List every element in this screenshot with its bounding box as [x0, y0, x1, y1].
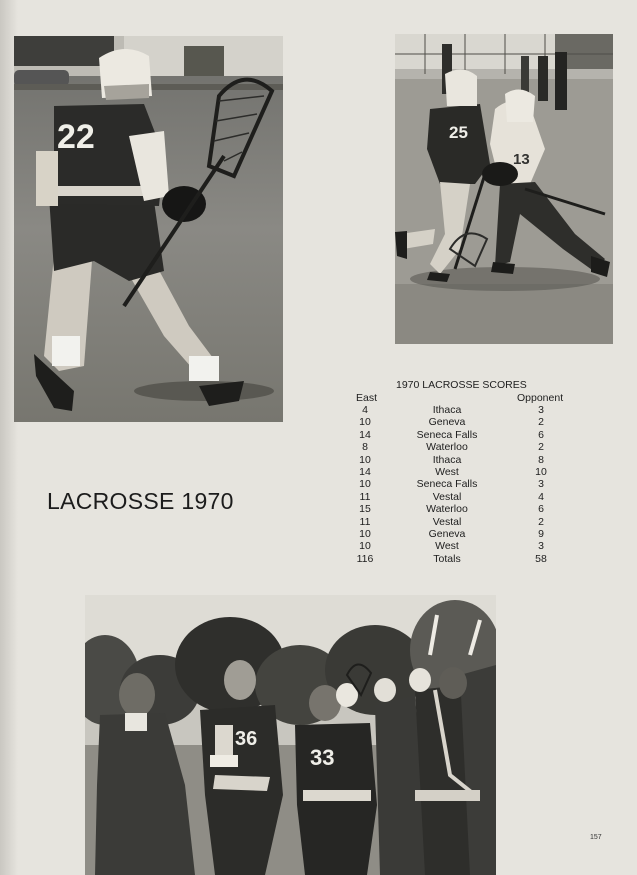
- jersey-number-25: 25: [449, 123, 468, 142]
- opponent-team: Seneca Falls: [416, 428, 478, 441]
- table-row: [350, 404, 580, 416]
- table-row: [350, 454, 580, 466]
- table-row: [350, 466, 580, 478]
- totals-row: [350, 553, 580, 565]
- opponent-team: Ithaca: [432, 404, 462, 416]
- east-score: 10: [359, 416, 371, 429]
- opponent-score: 6: [538, 428, 544, 441]
- jersey-number-36: 36: [235, 728, 258, 750]
- opponent-score: 9: [538, 527, 544, 540]
- photo-faceoff: [395, 34, 613, 344]
- opponent-team: Seneca Falls: [416, 478, 478, 491]
- opponent-score: 2: [538, 441, 544, 454]
- opponent-score: 3: [538, 404, 544, 416]
- photo-trophy-presentation: [85, 595, 496, 875]
- opponent-score: 8: [538, 453, 544, 466]
- opponent-team: West: [435, 465, 459, 478]
- opponent-team: Vestal: [432, 515, 462, 528]
- east-score: 11: [359, 515, 371, 528]
- jersey-number-13: 13: [513, 151, 530, 168]
- opponent-team: Geneva: [428, 416, 466, 429]
- page-number: 157: [590, 834, 602, 841]
- opponent-score: 2: [538, 416, 544, 429]
- east-score: 15: [359, 503, 371, 516]
- opponent-team: West: [435, 540, 459, 553]
- east-score: 10: [359, 527, 371, 540]
- east-score: 14: [359, 428, 371, 441]
- table-row: [350, 528, 580, 540]
- table-row: [350, 516, 580, 528]
- opponent-team: Waterloo: [426, 441, 468, 454]
- table-row: [350, 540, 580, 552]
- opponent-total: 58: [535, 552, 547, 565]
- header-east: East: [356, 392, 378, 404]
- opponent-score: 6: [538, 503, 544, 516]
- table-row: [350, 478, 580, 490]
- opponent-score: 10: [535, 465, 547, 478]
- table-row: [350, 429, 580, 441]
- east-score: 4: [362, 404, 368, 416]
- east-score: 14: [359, 465, 371, 478]
- table-row: [350, 503, 580, 515]
- score-rows: [350, 404, 580, 565]
- photo-player-22: [14, 36, 283, 422]
- table-row: [350, 491, 580, 503]
- opponent-team: Ithaca: [432, 453, 462, 466]
- east-total: 116: [356, 552, 374, 565]
- opponent-team: Vestal: [432, 490, 462, 503]
- opponent-score: 3: [538, 478, 544, 491]
- east-score: 10: [359, 453, 371, 466]
- totals-label: Totals: [433, 552, 461, 565]
- east-score: 10: [359, 478, 371, 491]
- jersey-number-33: 33: [310, 745, 335, 770]
- header-opponent: Opponent: [517, 392, 564, 404]
- scores-title: 1970 LACROSSE SCORES: [396, 379, 527, 391]
- table-row: [350, 416, 580, 428]
- opponent-score: 3: [538, 540, 544, 553]
- opponent-score: 2: [538, 515, 544, 528]
- page-title: LACROSSE 1970: [47, 488, 234, 514]
- opponent-team: Geneva: [428, 527, 466, 540]
- opponent-team: Waterloo: [426, 503, 468, 516]
- opponent-score: 4: [538, 490, 544, 503]
- east-score: 10: [359, 540, 371, 553]
- east-score: 11: [359, 490, 371, 503]
- table-row: [350, 441, 580, 453]
- jersey-number-22: 22: [57, 118, 95, 156]
- east-score: 8: [362, 441, 368, 454]
